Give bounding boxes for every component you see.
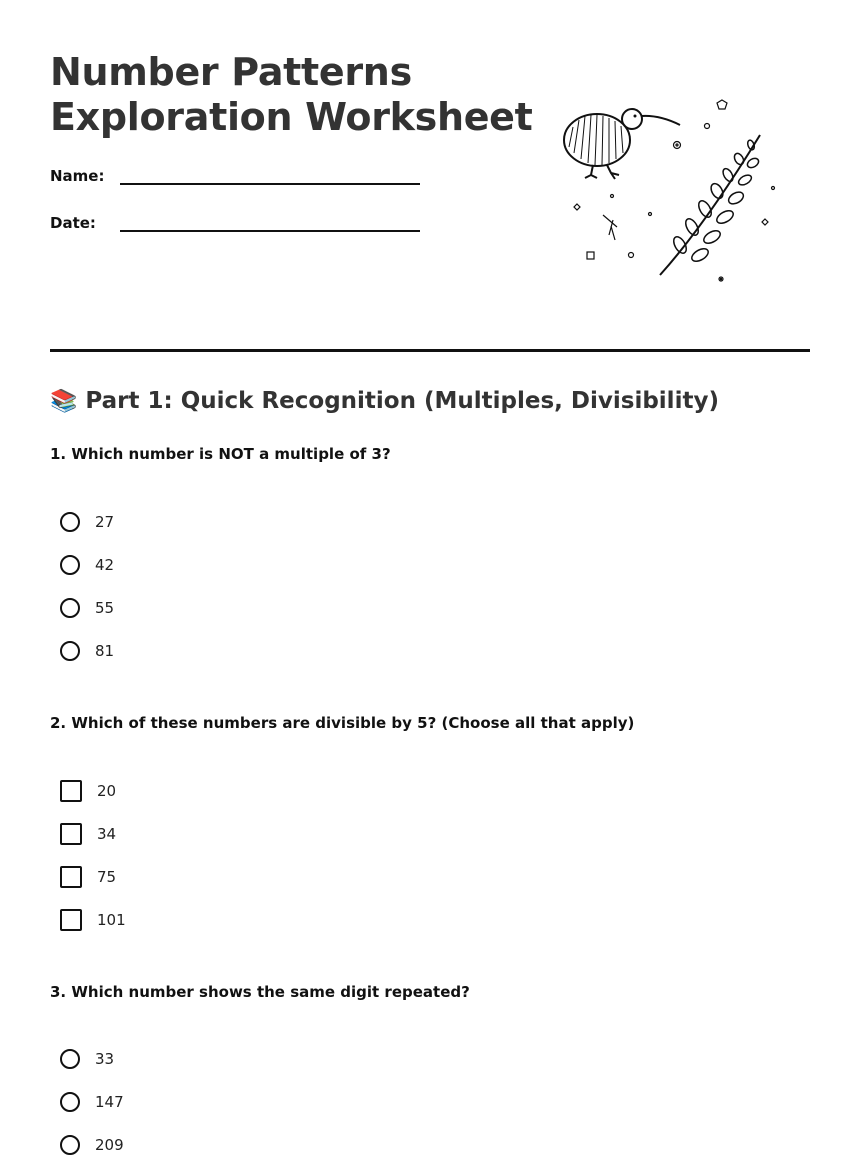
section-heading [50, 388, 719, 414]
checkbox[interactable] [60, 909, 82, 931]
option-q3-b[interactable] [60, 1080, 124, 1123]
checkbox[interactable] [60, 866, 82, 888]
radio-button[interactable] [60, 1135, 80, 1155]
date-label: Date: [50, 214, 96, 232]
question-1-options [60, 500, 114, 672]
radio-button[interactable] [60, 598, 80, 618]
worksheet-title [50, 50, 533, 140]
option-label: 75 [97, 867, 117, 886]
date-input-line[interactable] [120, 212, 420, 232]
radio-button[interactable] [60, 1049, 80, 1069]
option-q3-c[interactable] [60, 1123, 124, 1166]
option-q1-d[interactable] [60, 629, 114, 672]
option-label: 209 [95, 1135, 124, 1154]
option-label: 147 [95, 1092, 124, 1111]
option-q2-c[interactable] [60, 855, 126, 898]
option-label: 101 [97, 910, 126, 929]
option-q1-a[interactable] [60, 500, 114, 543]
title-line-1: Number Patterns [50, 50, 412, 94]
radio-button[interactable] [60, 641, 80, 661]
name-field[interactable] [50, 165, 420, 185]
option-label: 42 [95, 555, 115, 574]
question-2: 2. Which of these numbers are divisible by 5? (Choose all that apply) [50, 714, 635, 732]
option-q2-a[interactable] [60, 769, 126, 812]
option-q1-c[interactable] [60, 586, 114, 629]
option-label: 33 [95, 1049, 115, 1068]
option-q1-b[interactable] [60, 543, 114, 586]
radio-button[interactable] [60, 555, 80, 575]
checkbox[interactable] [60, 780, 82, 802]
question-3-options [60, 1037, 124, 1166]
radio-button[interactable] [60, 512, 80, 532]
option-label: 20 [97, 781, 117, 800]
option-q3-a[interactable] [60, 1037, 124, 1080]
section-divider [50, 349, 810, 352]
kiwi-bird-fern-icon [555, 95, 785, 290]
title-line-2: Exploration Worksheet [50, 95, 533, 139]
checkbox[interactable] [60, 823, 82, 845]
radio-button[interactable] [60, 1092, 80, 1112]
option-q2-b[interactable] [60, 812, 126, 855]
option-label: 34 [97, 824, 117, 843]
books-icon: 📚 [50, 388, 78, 414]
option-q2-d[interactable] [60, 898, 126, 941]
option-label: 27 [95, 512, 115, 531]
option-label: 81 [95, 641, 115, 660]
section-title-text: Part 1: Quick Recognition (Multiples, Divisibility) [85, 388, 719, 414]
question-3: 3. Which number shows the same digit repeated? [50, 983, 470, 1001]
question-2-options [60, 769, 126, 941]
option-label: 55 [95, 598, 115, 617]
name-input-line[interactable] [120, 165, 420, 185]
date-field[interactable] [50, 212, 420, 232]
name-label: Name: [50, 167, 105, 185]
question-1: 1. Which number is NOT a multiple of 3? [50, 445, 391, 463]
